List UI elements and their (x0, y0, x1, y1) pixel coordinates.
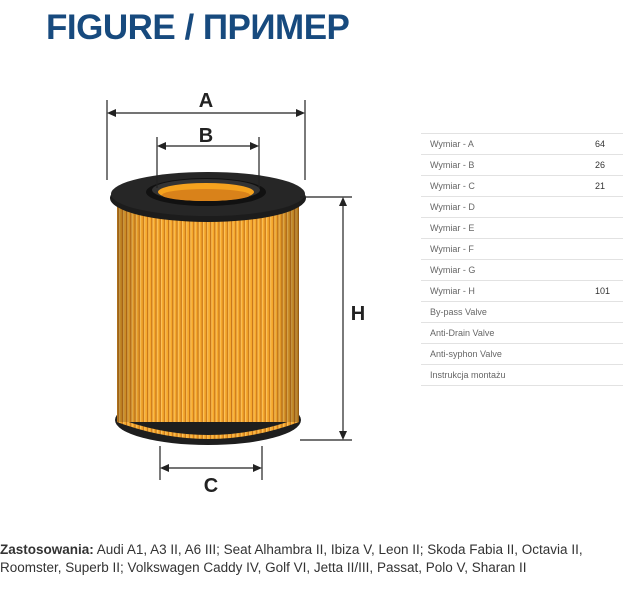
spec-row (421, 218, 623, 239)
spec-label: Anti-syphon Valve (421, 344, 595, 365)
installation-instructions-link[interactable]: Instrukcja montażu (421, 365, 595, 386)
spec-label: Wymiar - G (421, 260, 595, 281)
spec-value: 101 (595, 281, 623, 302)
spec-label: Wymiar - B (421, 155, 595, 176)
page-title: FIGURE / ПРИМЕР (46, 8, 350, 47)
spec-value (595, 218, 623, 239)
spec-value (595, 239, 623, 260)
dimension-a-label: A (198, 90, 214, 112)
spec-table (421, 133, 623, 386)
spec-row[interactable] (421, 365, 623, 386)
dimension-h-label: H (350, 303, 366, 325)
spec-row (421, 176, 623, 197)
spec-row (421, 281, 623, 302)
spec-value: 21 (595, 176, 623, 197)
spec-label: Wymiar - A (421, 134, 595, 155)
spec-label: Wymiar - F (421, 239, 595, 260)
filter-media (117, 196, 299, 439)
spec-value: 64 (595, 134, 623, 155)
top-end-cap (110, 172, 306, 222)
spec-value: 26 (595, 155, 623, 176)
spec-row (421, 260, 623, 281)
spec-row (421, 197, 623, 218)
spec-row (421, 134, 623, 155)
oil-filter-figure (95, 82, 385, 502)
spec-row (421, 344, 623, 365)
spec-value (595, 365, 623, 386)
spec-label: By-pass Valve (421, 302, 595, 323)
spec-value (595, 302, 623, 323)
spec-label: Wymiar - E (421, 218, 595, 239)
spec-value (595, 344, 623, 365)
applications-list: Audi A1, A3 II, A6 III; Seat Alhambra II, Ibiza V, Leon II; Skoda Fabia II, Octavia II, Roomster, Superb II; Volkswagen Caddy IV, Golf VI, Jetta II/III, Passat, Polo V, Sharan II (0, 542, 583, 575)
spec-label: Wymiar - C (421, 176, 595, 197)
dimension-b-label: B (198, 125, 214, 147)
applications-text (0, 541, 620, 577)
spec-row (421, 302, 623, 323)
dimension-c-label: C (203, 475, 219, 497)
spec-label: Wymiar - H (421, 281, 595, 302)
spec-value (595, 323, 623, 344)
spec-row (421, 155, 623, 176)
spec-row (421, 239, 623, 260)
spec-row (421, 323, 623, 344)
spec-value (595, 260, 623, 281)
spec-label: Wymiar - D (421, 197, 595, 218)
spec-label: Anti-Drain Valve (421, 323, 595, 344)
applications-label: Zastosowania: (0, 542, 94, 557)
dimension-h (300, 197, 352, 440)
spec-value (595, 197, 623, 218)
